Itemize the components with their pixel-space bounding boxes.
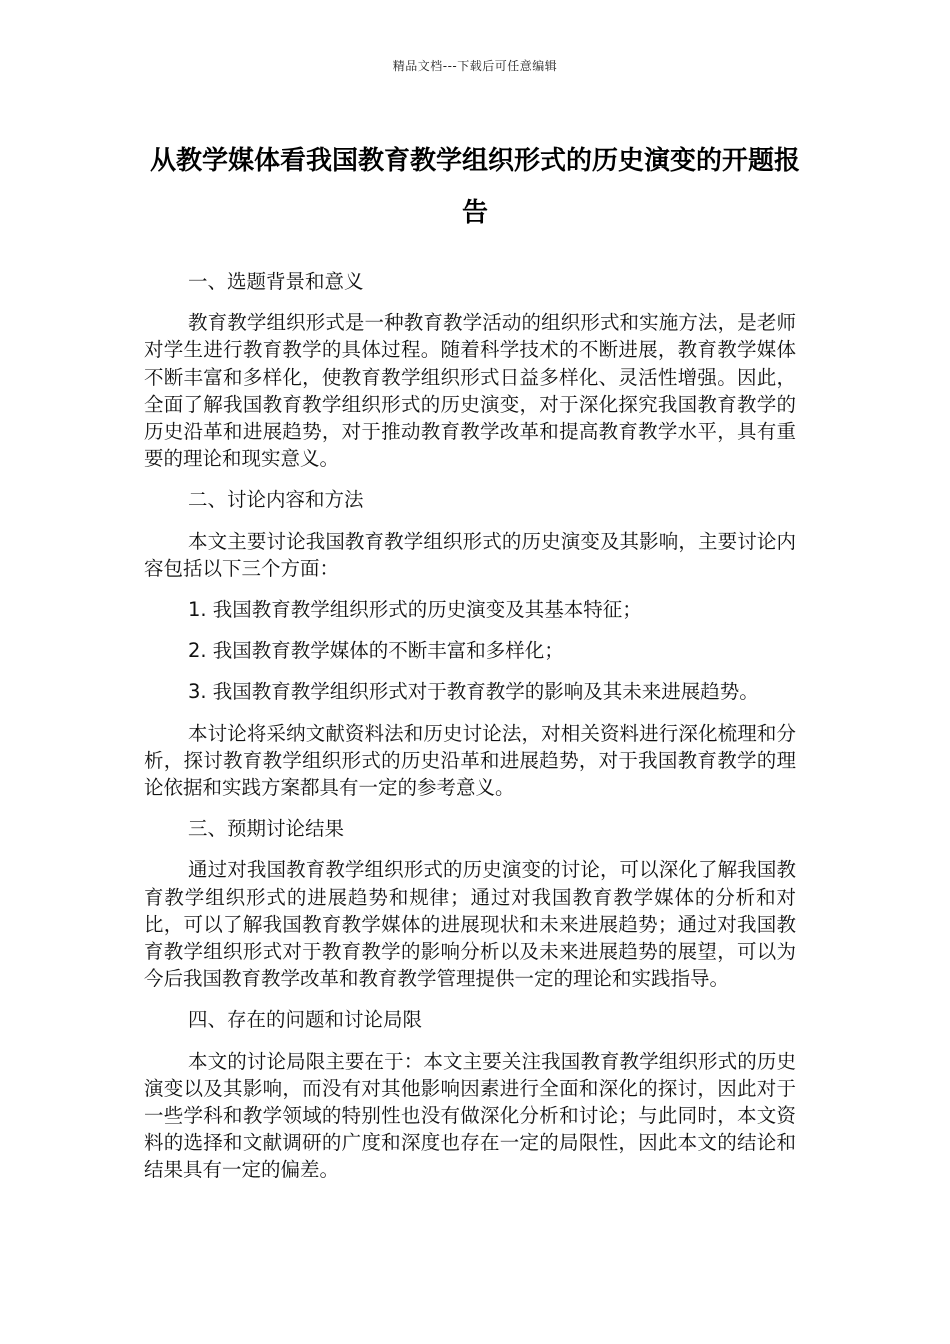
document-title: 从教学媒体看我国教育教学组织形式的历史演变的开题报告 [149, 146, 800, 228]
list-item-1: 1. 我国教育教学组织形式的历史演变及其基本特征； [188, 598, 642, 622]
section-heading-background: 一、选题背景和意义 [188, 270, 364, 293]
page-header: 精品文档---下载后可任意编辑 [392, 59, 558, 73]
paragraph-background: 教育教学组织形式是一种教育教学活动的组织形式和实施方法，是老师对学生进行教育教学的具体过程。随着科学技术的不断进展，教育教学媒体不断丰富和多样化，使教育教学组织形式日益多样化、灵活性增强。因此，全面了解我国教育教学组织形式的历史演变，对于深化探究我国教育教学的历史沿革和进展趋势，对于推动教育教学改革和提高教育教学水平，具有重要的理论和现实意义。 [144, 311, 796, 471]
paragraph-content-intro: 本文主要讨论我国教育教学组织形式的历史演变及其影响，主要讨论内容包括以下三个方面： [144, 529, 796, 580]
paragraph-limitations: 本文的讨论局限主要在于：本文主要关注我国教育教学组织形式的历史演变以及其影响，而没有对其他影响因素进行全面和深化的探讨，因此对于一些学科和教学领域的特别性也没有做深化分析和讨论；与此同时，本文资料的选择和文献调研的广度和深度也存在一定的局限性，因此本文的结论和结果具有一定的偏差。 [144, 1049, 796, 1182]
section-heading-expected-results: 三、预期讨论结果 [188, 817, 345, 841]
list-item-2: 2. 我国教育教学媒体的不断丰富和多样化； [188, 639, 564, 663]
section-heading-content-method: 二、讨论内容和方法 [188, 488, 364, 512]
document-body [144, 268, 796, 1198]
section-heading-limitations: 四、存在的问题和讨论局限 [188, 1008, 423, 1032]
list-item-3: 3. 我国教育教学组织形式对于教育教学的影响及其未来进展趋势。 [188, 680, 759, 704]
paragraph-expected-results: 通过对我国教育教学组织形式的历史演变的讨论，可以深化了解我国教育教学组织形式的进展趋势和规律；通过对我国教育教学媒体的分析和对比，可以了解我国教育教学媒体的进展现状和未来进展趋势；通过对我国教育教学组织形式对于教育教学的影响分析以及未来进展趋势的展望，可以为今后我国教育教学改革和教育教学管理提供一定的理论和实践指导。 [144, 858, 796, 991]
paragraph-method: 本讨论将采纳文献资料法和历史讨论法，对相关资料进行深化梳理和分析，探讨教育教学组织形式的历史沿革和进展趋势，对于我国教育教学的理论依据和实践方案都具有一定的参考意义。 [144, 721, 796, 800]
